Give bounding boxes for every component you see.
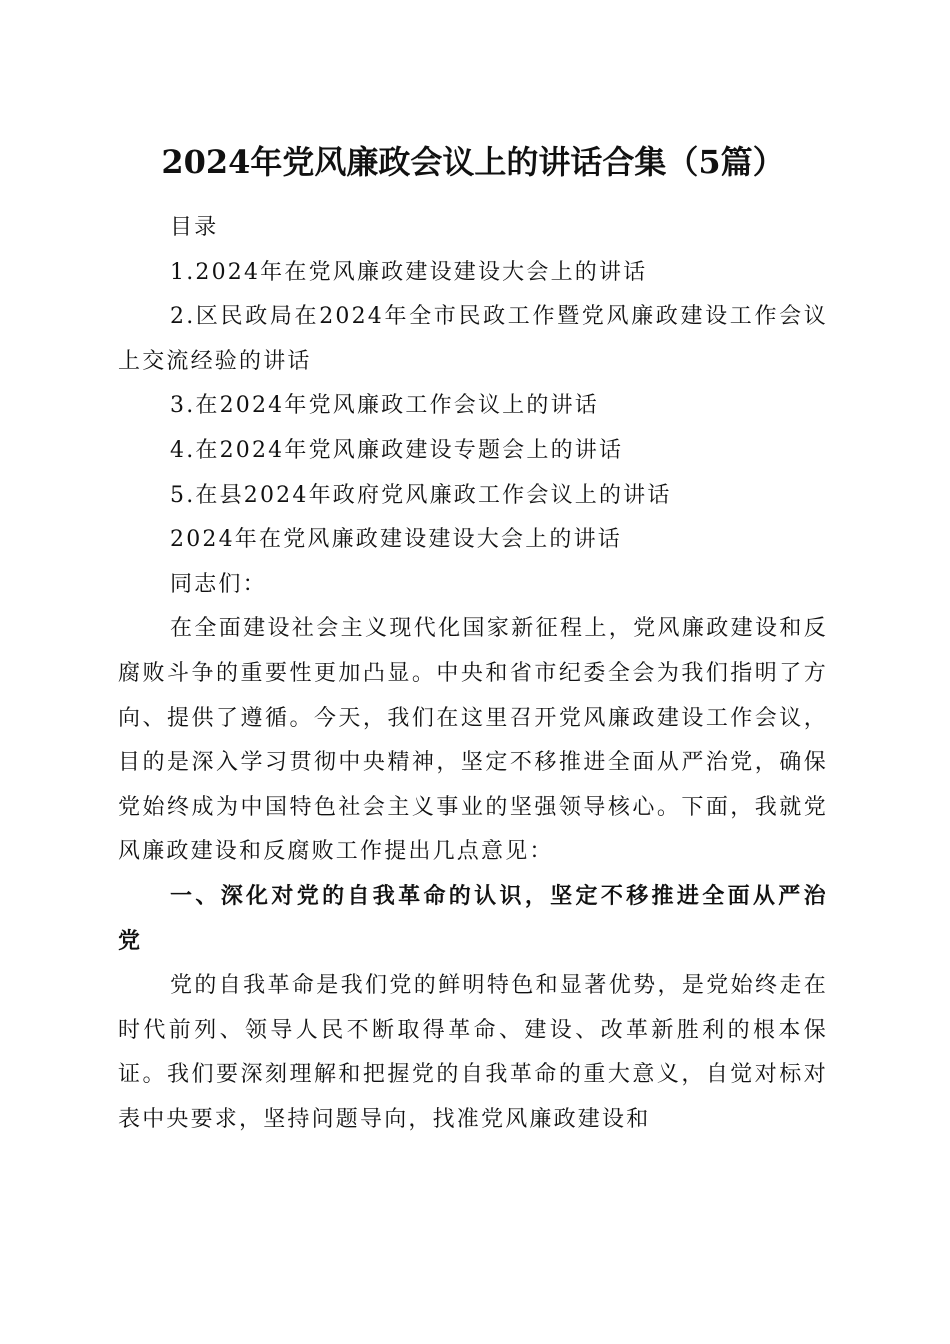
- section-heading: 一、深化对党的自我革命的认识，坚定不移推进全面从严治党: [118, 883, 828, 954]
- paragraph: 党的自我革命是我们党的鲜明特色和显著优势，是党始终走在时代前列、领导人民不断取得革命、建设、改革新胜利的根本保证。我们要深刻理解和把握党的自我革命的重大意义，自觉对标对表中央要求，坚持问题导向，找准党风廉政建设和: [118, 973, 828, 1132]
- toc-item: 1.2024年在党风廉政建设建设大会上的讲话: [170, 259, 648, 285]
- document-body: [118, 206, 828, 1142]
- toc-item: 3.在2024年党风廉政工作会议上的讲话: [170, 393, 599, 419]
- toc-item: 2.区民政局在2024年全市民政工作暨党风廉政建设工作会议上交流经验的讲话: [118, 304, 828, 374]
- toc-item: 5.在县2024年政府党风廉政工作会议上的讲话: [170, 482, 672, 508]
- toc-item: 4.在2024年党风廉政建设专题会上的讲话: [170, 437, 624, 463]
- document-title: 2024年党风廉政会议上的讲话合集（5篇）: [161, 143, 785, 181]
- paragraph: 在全面建设社会主义现代化国家新征程上，党风廉政建设和反腐败斗争的重要性更加凸显。中央和省市纪委全会为我们指明了方向、提供了遵循。今天，我们在这里召开党风廉政建设工作会议，目的是深入学习贯彻中央精神，坚定不移推进全面从严治党，确保党始终成为中国特色社会主义事业的坚强领导核心。下面，我就党风廉政建设和反腐败工作提出几点意见：: [118, 616, 828, 865]
- toc-label: 目录: [170, 215, 219, 240]
- greeting: 同志们：: [170, 571, 267, 597]
- speech-title: 2024年在党风廉政建设建设大会上的讲话: [170, 527, 622, 553]
